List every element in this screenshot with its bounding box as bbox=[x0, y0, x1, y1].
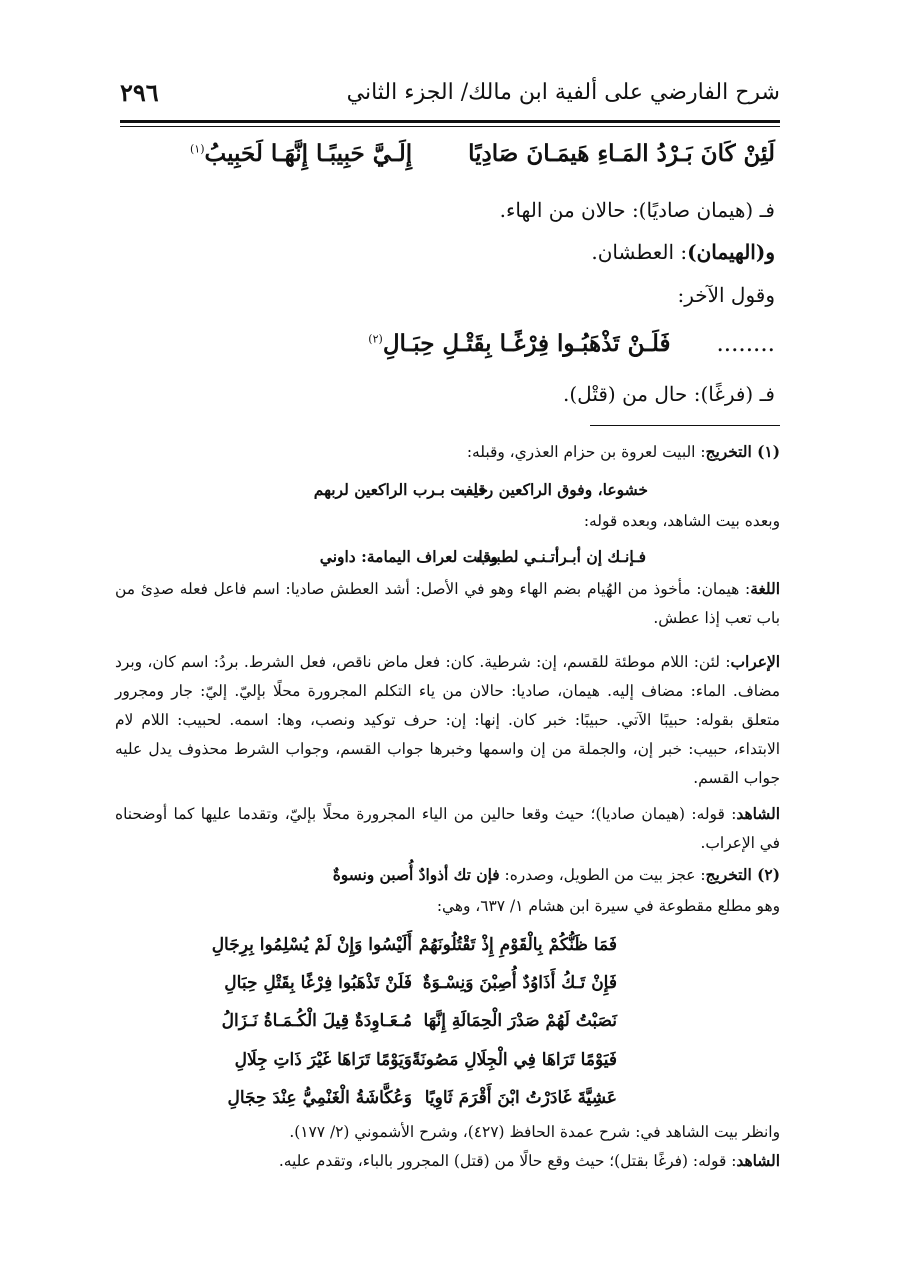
verse-1-second-half: إِلَـيَّ حَبِيبًـا إِنَّهَـا لَحَبِيبُ bbox=[204, 140, 413, 167]
poem-4-second: وَيَوْمًا تَرَاهَا غَيْرَ ذَاتِ جِلَالِ bbox=[234, 1050, 412, 1070]
footnote-2-sadr: فإن تك أذوادٌ أُصبن ونسوةٌ bbox=[332, 866, 500, 884]
shahid-1-text: : قوله: (هيمان صاديا)؛ حيث وقعا حالين من الياء المجرورة محلًا بإليّ، وتقدما عليها كما أوضحناه في الإعراب. bbox=[115, 805, 780, 852]
couplet-b-first: وقلت لعراف اليمامة: داوني bbox=[319, 547, 498, 566]
irab-text: : لئن: اللام موطئة للقسم، إن: شرطية. كان: فعل ماض ناقص، فعل الشرط. بردُ: اسم كان، وبرد مضاف. الماء: مضاف إليه. هيمان، صاديا: حالان من ياء التكلم المجرورة محلًا بإليّ. إليّ: جار ومجرور متعلق بقوله: حبيبًا الآتي. حبيبًا: خبر كان. إنها: إن: حرف توكيد ونصب، وها: اسمه. لحبيب: اللام لام الابتداء، حبيب: خبر إن، والجملة من إن واسمها وخبرها جواب القسم، وجواب الشرط محذوف يدل عليه جواب القسم. bbox=[115, 653, 780, 787]
poem-3-second: مُـعَـاوِدَةٌ قِيلَ الْكُـمَـاةُ نَـزَالُ bbox=[221, 1011, 412, 1031]
footnote-1-after: وبعده بيت الشاهد، وبعده قوله: bbox=[583, 512, 780, 530]
lugha-label: اللغة bbox=[750, 580, 780, 598]
text-line-firghan: فـ (فرغًا): حال من (قتْل). bbox=[563, 382, 775, 406]
footnote-2-source: وهو مطلع مقطوعة في سيرة ابن هشام ١/ ٦٣٧، وهي: bbox=[436, 897, 780, 915]
poem-3-first: نَصَبْتُ لَهُمْ صَدْرَ الْحِمَالَةِ إِنَّهَا bbox=[423, 1011, 617, 1031]
poem-4-first: فَيَوْمًا تَرَاهَا فِي الْجِلَالِ مَصُونَةً bbox=[411, 1050, 617, 1070]
shahid-2-paragraph bbox=[115, 1147, 780, 1176]
header-rule-thin bbox=[120, 126, 780, 127]
term-definition: : العطشان. bbox=[591, 240, 688, 264]
irab-paragraph bbox=[115, 648, 780, 793]
poem-5-second: وَعُكَّاشَةُ الْغَنْمِيُّ عِنْدَ حِجَالِ bbox=[227, 1088, 412, 1108]
verse-1-first-half: لَئِنْ كَانَ بَـرْدُ المَـاءِ هَيمَـانَ صَادِيًا bbox=[468, 140, 775, 167]
shahid-2-text: : قوله: (فرغًا بقتل)؛ حيث وقع حالًا من (قتل) المجرور بالباء، وتقدم عليه. bbox=[278, 1152, 737, 1170]
verse-1 bbox=[135, 140, 775, 167]
running-header-title: شرح الفارضي على ألفية ابن مالك/ الجزء الثاني bbox=[346, 80, 780, 105]
header-rule-thick bbox=[120, 120, 780, 123]
text-line-other: وقول الآخر: bbox=[677, 283, 775, 307]
couplet-b-second: فـإنـك إن أبـرأتـنـي لطبيب bbox=[476, 547, 646, 566]
lugha-paragraph bbox=[115, 575, 780, 633]
irab-label: الإعراب bbox=[730, 653, 780, 671]
footnote-2-text: : عجز بيت من الطويل، وصدره: bbox=[504, 866, 706, 884]
poem-1-second: أَلَيْسُوا وَإِنْ لَمْ يُسْلِمُوا بِرِجَالِ bbox=[211, 935, 412, 955]
term-label: و(الهيمان) bbox=[687, 240, 775, 264]
poem-2-first: فَإِنْ تَـكُ أَذَاوُدٌ أُصِبْنَ وَنِسْـوَةٌ bbox=[422, 973, 617, 993]
poem-2-second: فَلَنْ تَذْهَبُوا فِرْغًا بِقَتْلِ حِبَالِ bbox=[224, 973, 412, 993]
footnote-ref-2: (٢) bbox=[368, 332, 383, 346]
footnote-1-text: : البيت لعروة بن حزام العذري، وقبله: bbox=[466, 443, 706, 461]
couplet-a-second: خشوعا، وفوق الراكعين رقيب bbox=[458, 480, 648, 499]
poem-5-first: عَشِيَّةَ غَادَرْتُ ابْنَ أَقْرَمَ ثَاوِيًا bbox=[424, 1088, 617, 1108]
footnote-separator bbox=[590, 425, 780, 426]
shahid-2-label: الشاهد bbox=[736, 1152, 780, 1170]
footnote-2-references: وانظر بيت الشاهد في: شرح عمدة الحافظ (٤٢٧)، وشرح الأشموني (٢/ ١٧٧). bbox=[289, 1123, 780, 1141]
verse-2-text: فَلَـنْ تَذْهَبُـوا فِرْغًـا بِقَتْـلِ حِبَـالِ bbox=[382, 330, 671, 357]
couplet-a-first: حلفت بـرب الراكعين لربهم bbox=[313, 480, 488, 499]
verse-2-dots: ........ bbox=[716, 331, 775, 357]
footnote-ref-1: (١) bbox=[190, 142, 205, 156]
shahid-1-paragraph bbox=[115, 800, 780, 858]
footnote-1-label: (١) التخريج bbox=[705, 443, 780, 461]
poem-1-first: فَمَا ظَنُّكُمْ بِالْقَوْمِ إِذْ تَقْتُلُونَهُمْ bbox=[418, 935, 617, 955]
verse-2 bbox=[135, 330, 775, 357]
footnote-1-intro bbox=[115, 438, 780, 467]
shahid-1-label: الشاهد bbox=[736, 805, 780, 823]
text-line-definition bbox=[125, 240, 775, 264]
page-number: ٢٩٦ bbox=[120, 78, 159, 107]
lugha-text: : هيمان: مأخوذ من الهُيام بضم الهاء وهو في الأصل: أشد العطش صاديا: اسم فاعل فعله صدِئ من باب تعب إذا عطش. bbox=[115, 580, 780, 627]
footnote-2-label: (٢) التخريج bbox=[705, 866, 780, 884]
footnote-2-intro bbox=[115, 861, 780, 890]
text-line-hal: فـ (هيمان صاديًا): حالان من الهاء. bbox=[499, 198, 775, 222]
